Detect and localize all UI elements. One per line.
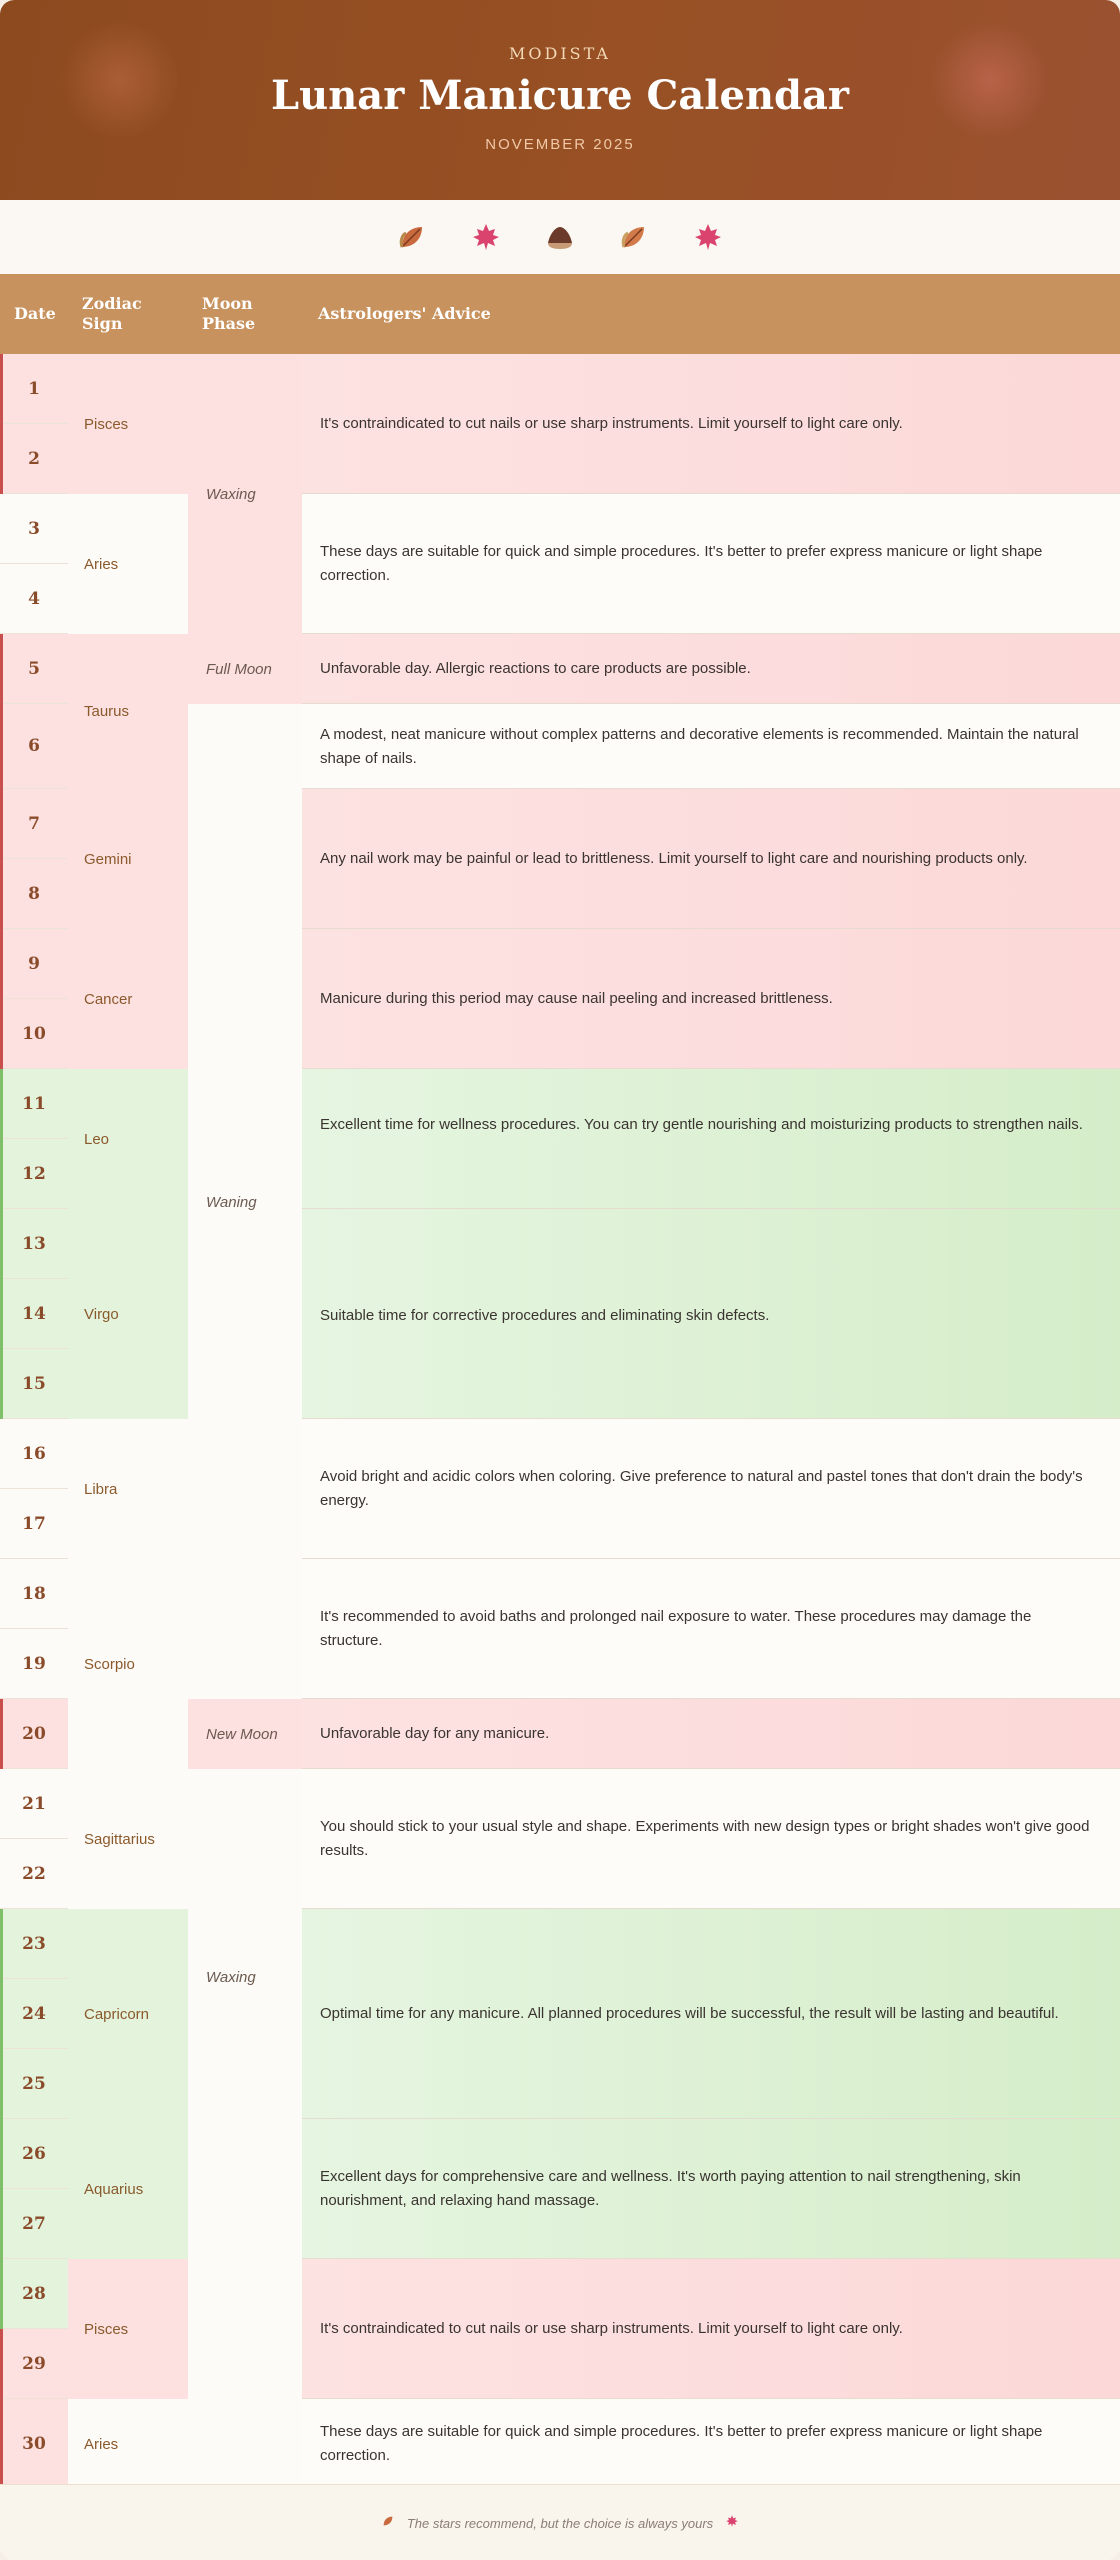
advice-cell: Unfavorable day for any manicure. bbox=[302, 1699, 1120, 1769]
zodiac-cell: Libra bbox=[68, 1419, 188, 1559]
date-cell: 30 bbox=[0, 2399, 68, 2489]
status-marker bbox=[0, 1209, 3, 1279]
status-marker bbox=[0, 634, 3, 704]
status-marker bbox=[0, 1489, 3, 1559]
status-marker bbox=[0, 2189, 3, 2259]
month-subtitle: NOVEMBER 2025 bbox=[485, 136, 635, 153]
status-marker bbox=[0, 704, 3, 789]
date-cell: 28 bbox=[0, 2259, 68, 2329]
date-cell: 8 bbox=[0, 859, 68, 929]
date-cell: 23 bbox=[0, 1909, 68, 1979]
date-cell: 9 bbox=[0, 929, 68, 999]
moon-phase-cell: Waning bbox=[188, 704, 302, 1699]
status-marker bbox=[0, 859, 3, 929]
moon-phase-cell: Full Moon bbox=[188, 634, 302, 704]
zodiac-cell: Aries bbox=[68, 2399, 188, 2489]
advice-cell: Excellent time for wellness procedures. You can try gentle nourishing and moisturizing products to strengthen nails. bbox=[302, 1069, 1120, 1209]
column-header-advice: Astrologers' Advice bbox=[318, 304, 491, 323]
status-marker bbox=[0, 564, 3, 634]
zodiac-cell: Aquarius bbox=[68, 2119, 188, 2259]
leaf-icon bbox=[381, 2514, 395, 2533]
date-cell: 29 bbox=[0, 2329, 68, 2399]
date-cell: 6 bbox=[0, 704, 68, 789]
status-marker bbox=[0, 1419, 3, 1489]
status-marker bbox=[0, 494, 3, 564]
zodiac-cell: Gemini bbox=[68, 789, 188, 929]
advice-cell: Manicure during this period may cause nail peeling and increased brittleness. bbox=[302, 929, 1120, 1069]
advice-cell: Optimal time for any manicure. All planned procedures will be successful, the result will be lasting and beautiful. bbox=[302, 1909, 1120, 2119]
status-marker bbox=[0, 1559, 3, 1629]
status-marker bbox=[0, 2259, 3, 2329]
leaf-icon bbox=[396, 221, 428, 253]
advice-cell: These days are suitable for quick and simple procedures. It's better to prefer express manicure or light shape correction. bbox=[302, 2399, 1120, 2489]
date-cell: 17 bbox=[0, 1489, 68, 1559]
date-cell: 7 bbox=[0, 789, 68, 859]
status-marker bbox=[0, 1349, 3, 1419]
zodiac-cell: Leo bbox=[68, 1069, 188, 1209]
moon-phase-cell: New Moon bbox=[188, 1699, 302, 1769]
date-cell: 11 bbox=[0, 1069, 68, 1139]
page-title: Lunar Manicure Calendar bbox=[270, 72, 849, 119]
brand-name: MODISTA bbox=[509, 44, 611, 63]
status-marker bbox=[0, 1979, 3, 2049]
leaf-icon bbox=[618, 221, 650, 253]
status-marker bbox=[0, 354, 3, 424]
zodiac-cell: Taurus bbox=[68, 634, 188, 789]
zodiac-cell: Virgo bbox=[68, 1209, 188, 1419]
advice-cell: Avoid bright and acidic colors when coloring. Give preference to natural and pastel tones that don't drain the body's energy. bbox=[302, 1419, 1120, 1559]
date-cell: 2 bbox=[0, 424, 68, 494]
advice-cell: These days are suitable for quick and simple procedures. It's better to prefer express manicure or light shape correction. bbox=[302, 494, 1120, 634]
table-header bbox=[0, 274, 1120, 354]
status-marker bbox=[0, 1069, 3, 1139]
date-cell: 10 bbox=[0, 999, 68, 1069]
date-cell: 13 bbox=[0, 1209, 68, 1279]
date-cell: 25 bbox=[0, 2049, 68, 2119]
date-cell: 14 bbox=[0, 1279, 68, 1349]
zodiac-cell: Pisces bbox=[68, 2259, 188, 2399]
footer-text: The stars recommend, but the choice is always yours bbox=[406, 2515, 714, 2531]
advice-cell: Excellent days for comprehensive care and wellness. It's worth paying attention to nail strengthening, skin nourishment, and relaxing hand massage. bbox=[302, 2119, 1120, 2259]
maple-leaf-icon bbox=[470, 221, 502, 253]
date-cell: 12 bbox=[0, 1139, 68, 1209]
advice-cell: You should stick to your usual style and shape. Experiments with new design types or bright shades won't give good results. bbox=[302, 1769, 1120, 1909]
advice-cell: Suitable time for corrective procedures and eliminating skin defects. bbox=[302, 1209, 1120, 1419]
date-cell: 21 bbox=[0, 1769, 68, 1839]
date-cell: 5 bbox=[0, 634, 68, 704]
advice-cell: It's contraindicated to cut nails or use sharp instruments. Limit yourself to light care only. bbox=[302, 2259, 1120, 2399]
date-cell: 19 bbox=[0, 1629, 68, 1699]
status-marker bbox=[0, 424, 3, 494]
advice-cell: It's recommended to avoid baths and prolonged nail exposure to water. These procedures may damage the structure. bbox=[302, 1559, 1120, 1699]
chestnut-icon bbox=[544, 221, 576, 253]
maple-leaf-icon bbox=[692, 221, 724, 253]
status-marker bbox=[0, 2329, 3, 2399]
date-cell: 27 bbox=[0, 2189, 68, 2259]
status-marker bbox=[0, 2399, 3, 2489]
header bbox=[0, 0, 1120, 200]
advice-cell: A modest, neat manicure without complex patterns and decorative elements is recommended. Maintain the natural shape of nails. bbox=[302, 704, 1120, 789]
date-cell: 1 bbox=[0, 354, 68, 424]
ornament-row bbox=[0, 200, 1120, 274]
date-cell: 3 bbox=[0, 494, 68, 564]
date-cell: 26 bbox=[0, 2119, 68, 2189]
date-cell: 22 bbox=[0, 1839, 68, 1909]
date-cell: 15 bbox=[0, 1349, 68, 1419]
zodiac-cell: Pisces bbox=[68, 354, 188, 494]
maple-leaf-icon bbox=[725, 2514, 739, 2533]
status-marker bbox=[0, 1769, 3, 1839]
date-cell: 18 bbox=[0, 1559, 68, 1629]
column-header-date: Date bbox=[14, 304, 56, 323]
advice-cell: Any nail work may be painful or lead to brittleness. Limit yourself to light care and nourishing products only. bbox=[302, 789, 1120, 929]
status-marker bbox=[0, 789, 3, 859]
zodiac-cell: Aries bbox=[68, 494, 188, 634]
column-header-phase-line: Phase bbox=[202, 314, 256, 333]
column-header-phase-line: Moon bbox=[202, 294, 253, 313]
moon-phase-cell: Waxing bbox=[188, 1769, 302, 2489]
column-header-zodiac-line: Sign bbox=[82, 314, 123, 333]
status-marker bbox=[0, 1279, 3, 1349]
column-header-zodiac bbox=[82, 274, 142, 354]
footer bbox=[0, 2484, 1120, 2560]
zodiac-cell: Scorpio bbox=[68, 1559, 188, 1769]
date-cell: 24 bbox=[0, 1979, 68, 2049]
zodiac-cell: Capricorn bbox=[68, 1909, 188, 2119]
status-marker bbox=[0, 1699, 3, 1769]
moon-phase-cell: Waxing bbox=[188, 354, 302, 634]
status-marker bbox=[0, 1909, 3, 1979]
status-marker bbox=[0, 999, 3, 1069]
status-marker bbox=[0, 1839, 3, 1909]
status-marker bbox=[0, 2049, 3, 2119]
status-marker bbox=[0, 1139, 3, 1209]
column-header-phase bbox=[202, 274, 255, 354]
advice-cell: Unfavorable day. Allergic reactions to care products are possible. bbox=[302, 634, 1120, 704]
status-marker bbox=[0, 2119, 3, 2189]
status-marker bbox=[0, 929, 3, 999]
zodiac-cell: Sagittarius bbox=[68, 1769, 188, 1909]
date-cell: 16 bbox=[0, 1419, 68, 1489]
date-cell: 4 bbox=[0, 564, 68, 634]
advice-cell: It's contraindicated to cut nails or use sharp instruments. Limit yourself to light care only. bbox=[302, 354, 1120, 494]
date-cell: 20 bbox=[0, 1699, 68, 1769]
column-header-zodiac-line: Zodiac bbox=[82, 294, 142, 313]
status-marker bbox=[0, 1629, 3, 1699]
zodiac-cell: Cancer bbox=[68, 929, 188, 1069]
